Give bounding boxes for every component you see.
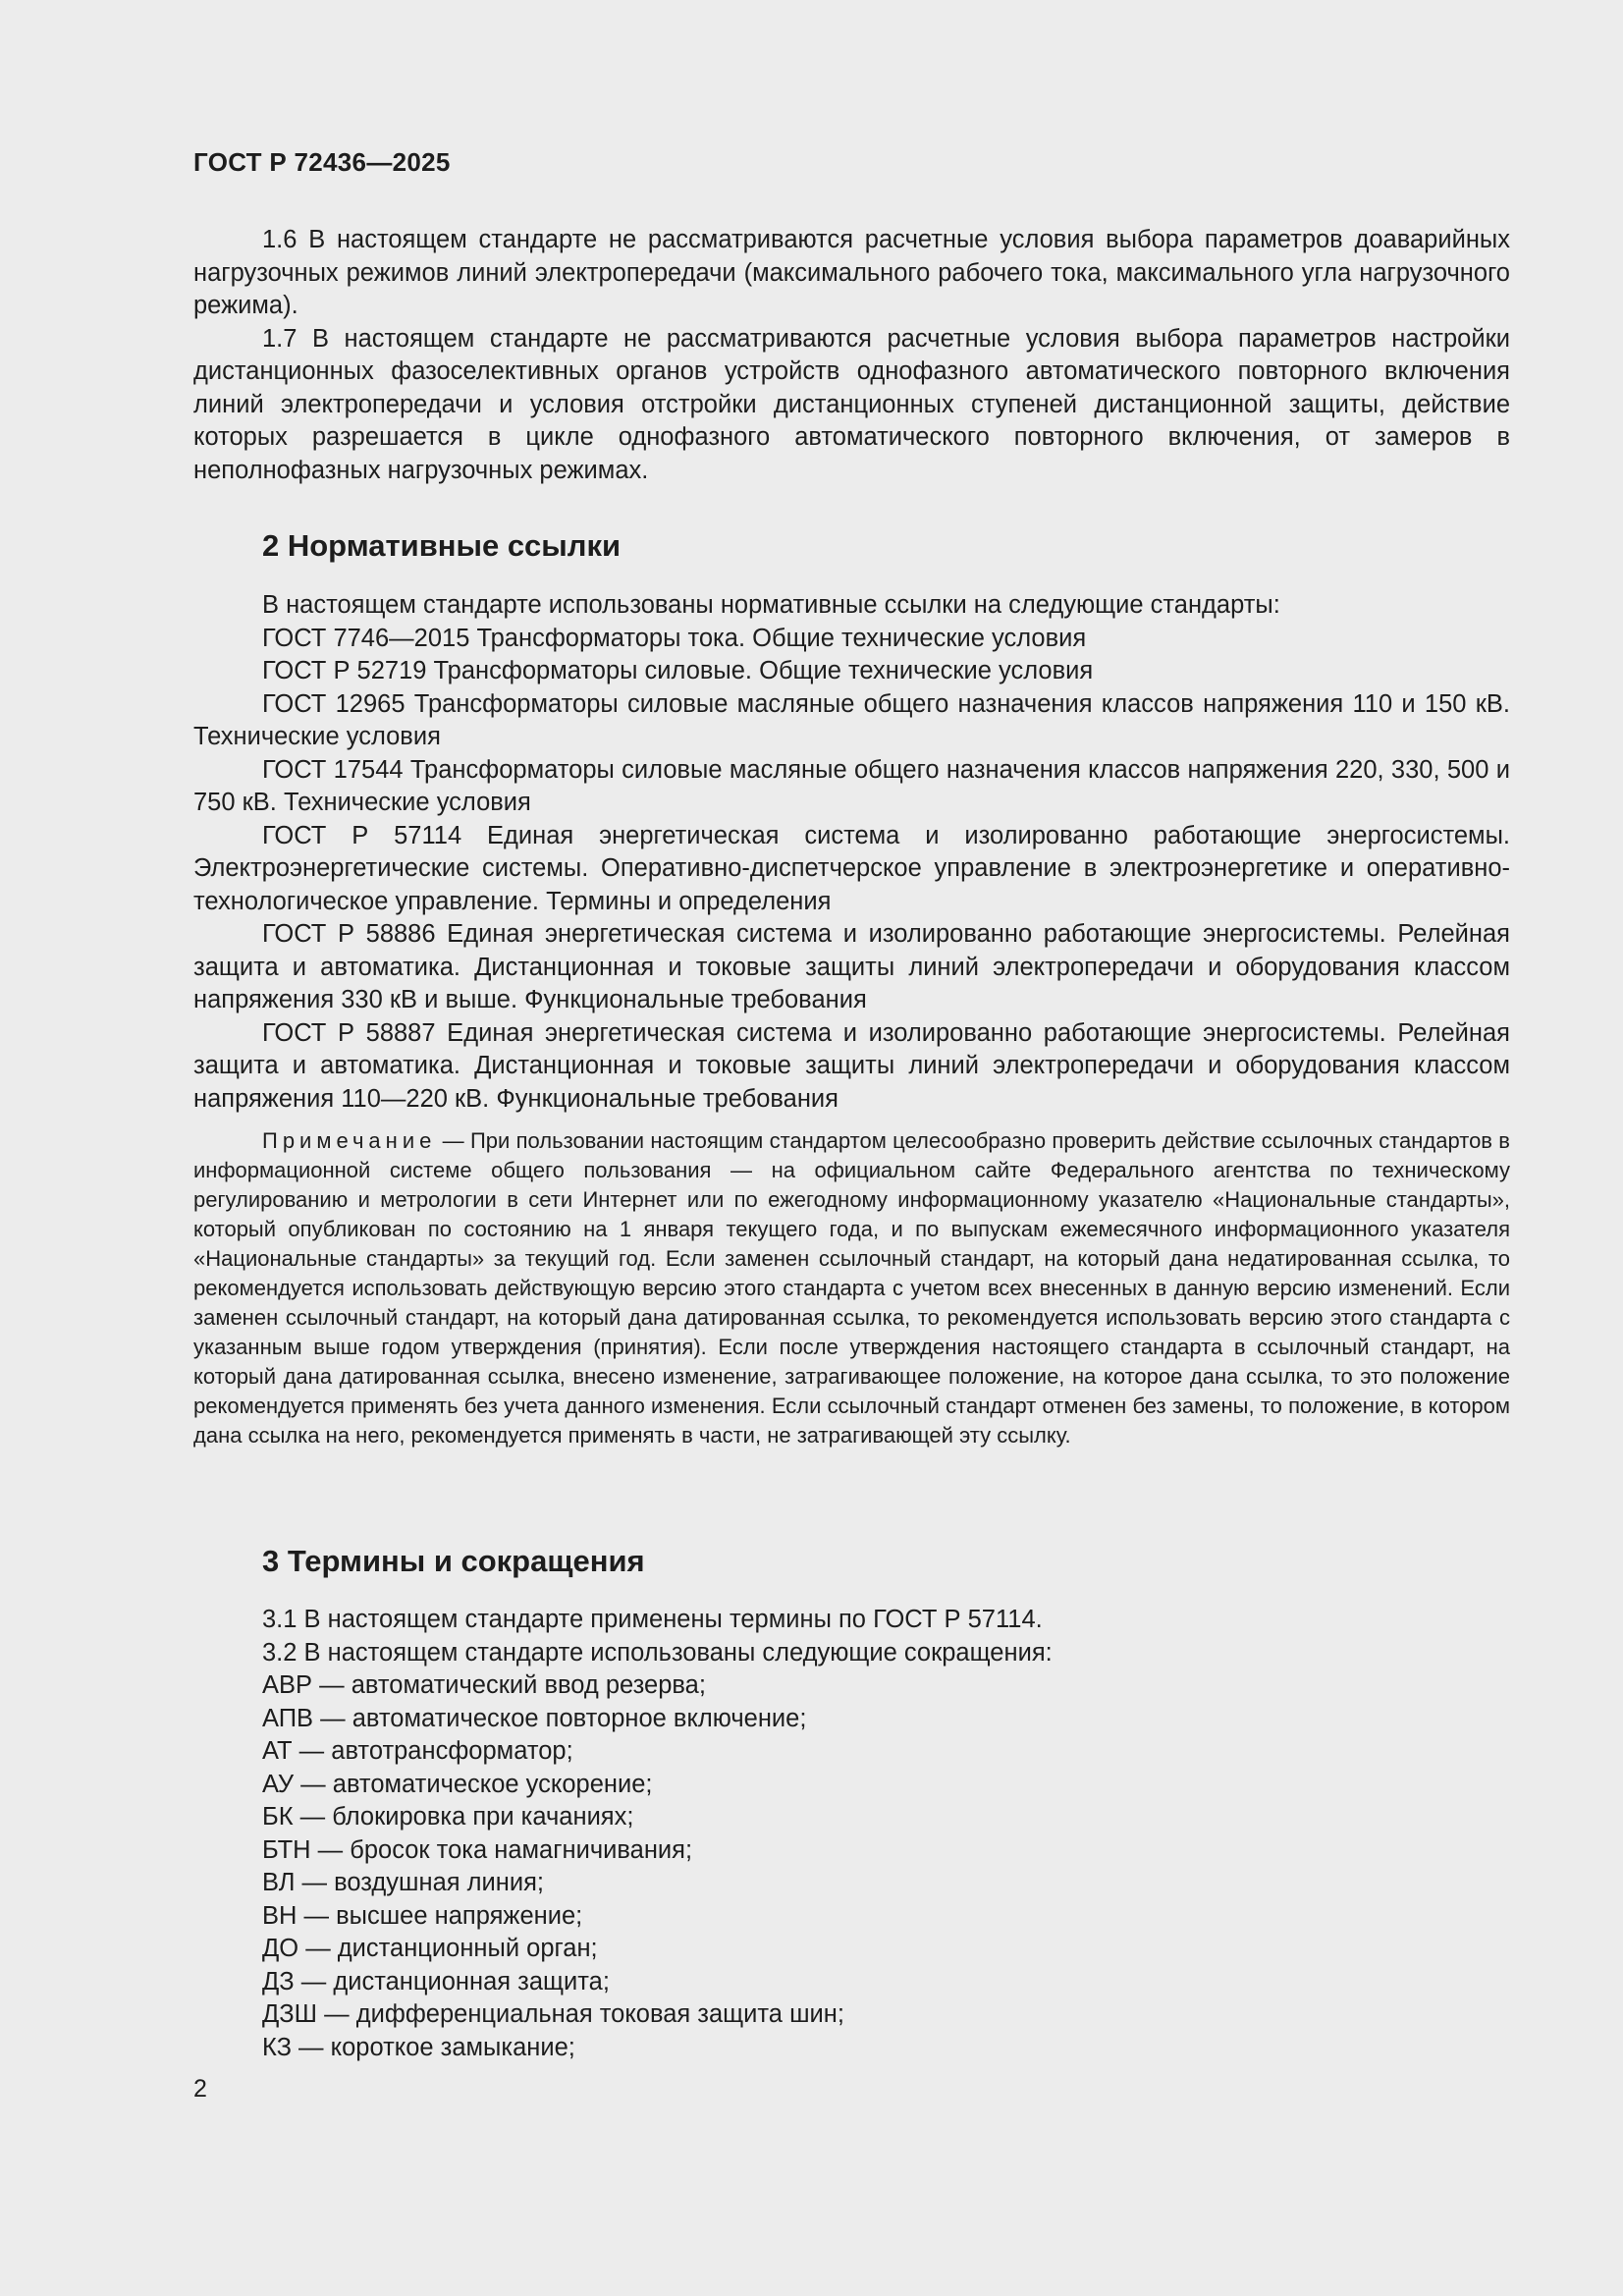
section-2-heading: 2 Нормативные ссылки xyxy=(262,528,622,563)
abbreviation-item: АУ — автоматическое ускорение; xyxy=(262,1770,653,1798)
abbreviation-item: ВН — высшее напряжение; xyxy=(262,1901,583,1930)
reference-item: ГОСТ 17544 Трансформаторы силовые масляные общего назначения классов напряжения 220, 330, 500 и 750 кВ. Технические условия xyxy=(193,755,1510,816)
clause-3-1: 3.1 В настоящем стандарте применены термины по ГОСТ Р 57114. xyxy=(262,1606,1043,1633)
abbreviation-item: КЗ — короткое замыкание; xyxy=(262,2033,575,2061)
clause-1-6: 1.6 В настоящем стандарте не рассматриваются расчетные условия выбора параметров доаварийных нагрузочных режимов линий электропередачи (максимального рабочего тока, максимального угла нагрузочного режима). xyxy=(193,226,1510,319)
abbreviation-item: ДЗШ — дифференциальная токовая защита шин; xyxy=(262,2000,844,2028)
scope-clauses xyxy=(193,224,1510,487)
abbreviation-item: ДЗ — дистанционная защита; xyxy=(262,1967,610,1995)
abbreviation-item: БК — блокировка при качаниях; xyxy=(262,1803,634,1831)
reference-item: ГОСТ Р 58886 Единая энергетическая система и изолированно работающие энергосистемы. Релейная защита и автоматика. Дистанционная и токовые защиты линий электропередачи и оборудования классом напряжения 330 кВ и выше. Функциональные требования xyxy=(193,920,1510,1013)
abbreviation-item: ДО — дистанционный орган; xyxy=(262,1935,598,1962)
reference-item: ГОСТ Р 58887 Единая энергетическая система и изолированно работающие энергосистемы. Релейная защита и автоматика. Дистанционная и токовые защиты линий электропередачи и оборудования классом напряжения 110—220 кВ. Функциональные требования xyxy=(193,1018,1510,1113)
references-intro: В настоящем стандарте использованы нормативные ссылки на следующие стандарты: xyxy=(262,591,1280,619)
document-header: ГОСТ Р 72436—2025 xyxy=(193,147,451,177)
abbreviation-item: АВР — автоматический ввод резерва; xyxy=(262,1671,706,1699)
clause-3-2: 3.2 В настоящем стандарте использованы следующие сокращения: xyxy=(262,1638,1053,1667)
section-3-heading: 3 Термины и сокращения xyxy=(262,1544,645,1578)
references-note xyxy=(193,1126,1510,1450)
terms-and-abbreviations xyxy=(193,1604,1510,2064)
abbreviation-item: АТ — автотрансформатор; xyxy=(262,1737,573,1765)
page-number: 2 xyxy=(193,2075,207,2103)
note-label: Примечание xyxy=(262,1128,437,1153)
abbreviation-item: ВЛ — воздушная линия; xyxy=(262,1869,544,1896)
clause-1-7: 1.7 В настоящем стандарте не рассматриваются расчетные условия выбора параметров настройки дистанционных фазоселективных органов устройств однофазного автоматического повторного включения линий электропередачи и условия отстройки дистанционных ступеней дистанционной защиты, действие которых разрешается в цикле однофазного автоматического повторного включения, от замеров в неполнофазных нагрузочных режимах. xyxy=(193,324,1510,484)
abbreviation-item: АПВ — автоматическое повторное включение; xyxy=(262,1704,807,1732)
abbreviation-item: БТН — бросок тока намагничивания; xyxy=(262,1835,693,1864)
abbreviation-list xyxy=(193,1669,1510,2064)
reference-item: ГОСТ Р 52719 Трансформаторы силовые. Общие технические условия xyxy=(262,657,1094,684)
note-text: — При пользовании настоящим стандартом целесообразно проверить действие ссылочных стандартов в информационной системе общего пользования — на официальном сайте Федерального агентства по техническому регулированию и метрологии в сети Интернет или по ежегодному информационному указателю «Национальные стандарты», который опубликован по состоянию на 1 января текущего года, и по выпускам ежемесячного информационного указателя «Национальные стандарты» за текущий год. Если заменен ссылочный стандарт, на который дана недатированная ссылка, то рекомендуется использовать действующую версию этого стандарта с учетом всех внесенных в данную версию изменений. Если заменен ссылочный стандарт, на который дана датированная ссылка, то рекомендуется использовать версию этого стандарта с указанным выше годом утверждения (принятия). Если после утверждения настоящего стандарта в ссылочный стандарт, на который дана датированная ссылка, внесено изменение, затрагивающее положение, на которое дана ссылка, то это положение рекомендуется применять без учета данного изменения. Если ссылочный стандарт отменен без замены, то положение, в котором дана ссылка на него, рекомендуется применять в части, не затрагивающей эту ссылку. xyxy=(193,1128,1510,1448)
reference-item: ГОСТ Р 57114 Единая энергетическая система и изолированно работающие энергосистемы. Электроэнергетические системы. Оперативно-диспетчерское управление в электроэнергетике и оперативно-технологическое управление. Термины и определения xyxy=(193,821,1510,915)
reference-item: ГОСТ 12965 Трансформаторы силовые масляные общего назначения классов напряжения 110 и 150 кВ. Технические условия xyxy=(193,689,1510,750)
normative-references xyxy=(193,589,1510,1116)
reference-item: ГОСТ 7746—2015 Трансформаторы тока. Общие технические условия xyxy=(262,624,1087,652)
